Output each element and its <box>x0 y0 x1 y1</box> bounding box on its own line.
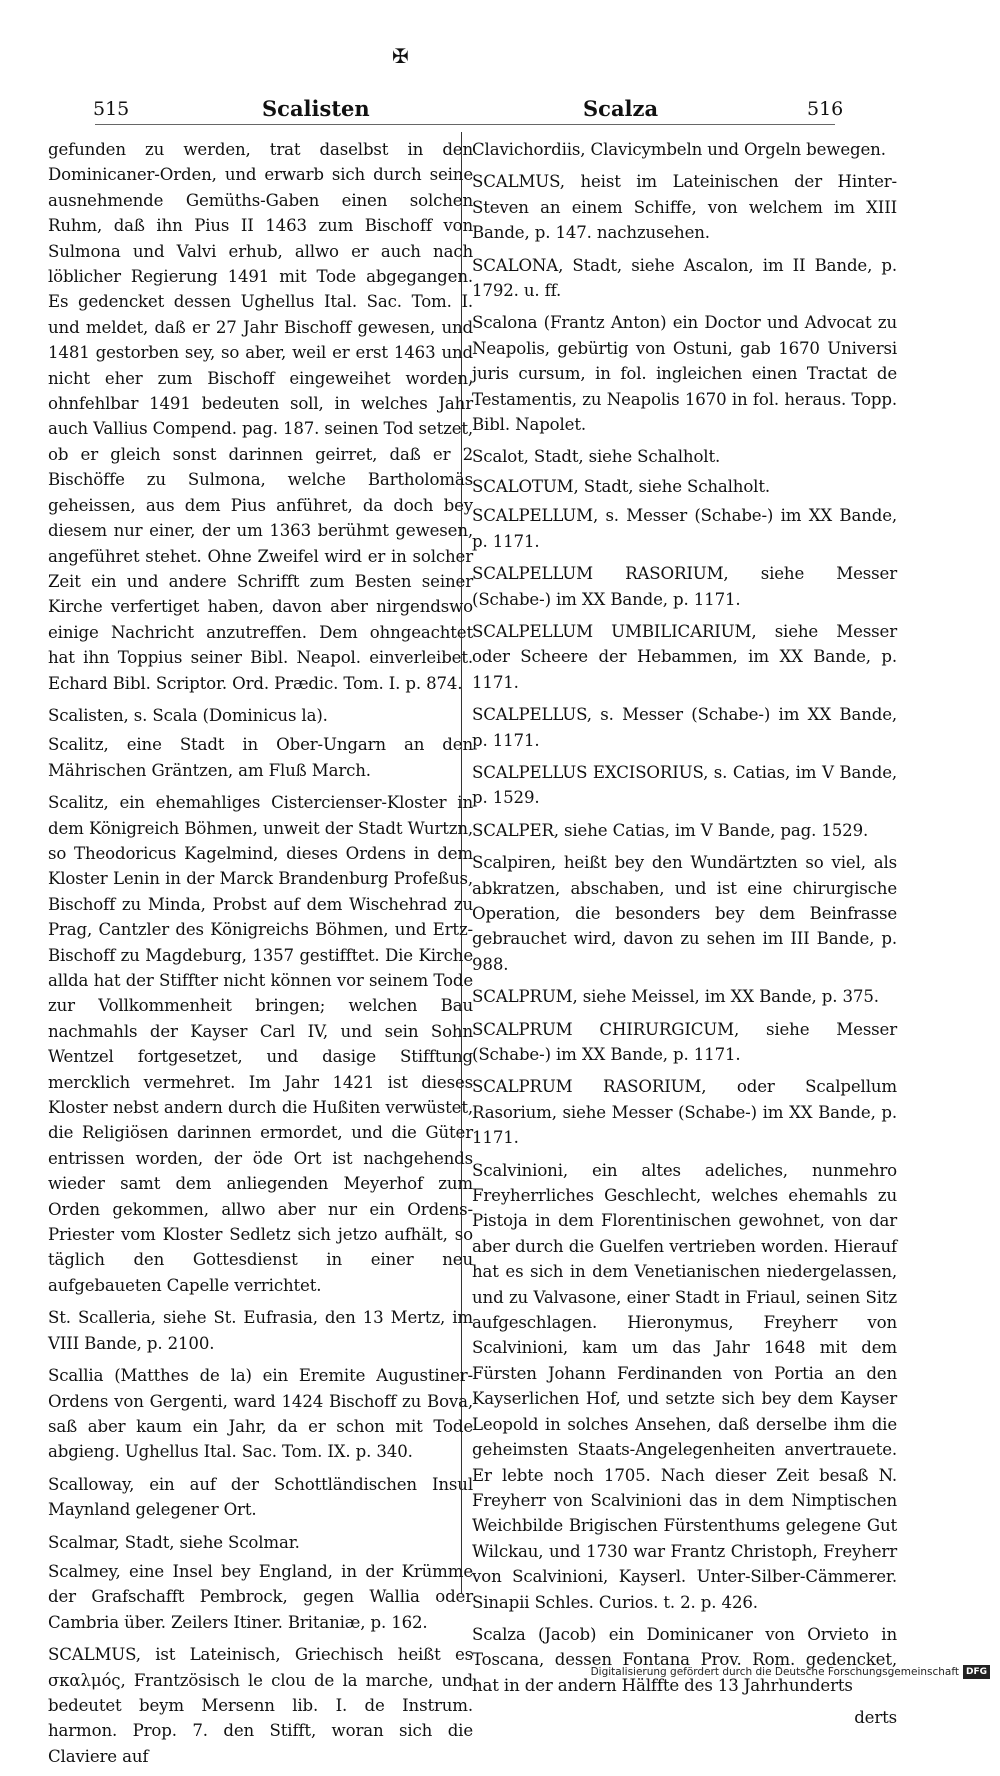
entry-continuation-right: Clavichordiis, Clavicymbeln und Orgeln bewegen. <box>472 140 886 159</box>
entry-continuation: gefunden zu werden, trat daselbst in den Dominicaner-Orden, und erwarb sich durch seine ausnehmende Gemüths-Gaben einen solchen Ruhm, daß ihn Pius II 1463 zum Bischoff von Sulmona und Valvi erhub, allwo er auch nach löblicher Regierung 1491 mit Tode abgegangen. Es gedencket dessen Ughellus Ital. Sac. Tom. I. und meldet, daß er 27 Jahr Bischoff gewesen, und 1481 gestorben sey, so aber, weil er erst 1463 und nicht eher zum Bischoff eingeweihet worden, ohnfehlbar 1491 bedeuten soll, in welches Jahr auch Vallius Compend. pag. 187. seinen Tod setzet, ob er gleich sonst darinnen geirret, daß er 2 Bischöffe zu Sulmona, welche Bartholomäs geheissen, aus dem Pius anführet, da doch bey diesem nur einer, der um 1363 berühmt gewesen, angeführet stehet. Ohne Zweifel wird er in solcher Zeit ein und andere Schrifft zum Besten seiner Kirche verfertiget haben, davon aber nirgendswo einige Nachricht anzutreffen. Dem ohngeachtet hat ihn Toppius seiner Bibl. Neapol. einverleibet. Echard Bibl. Scriptor. Ord. Prædic. Tom. I. p. 874. <box>48 140 474 693</box>
entry-scalpellus: SCALPELLUS, s. Messer (Schabe-) im XX Bande, p. 1171. <box>472 705 897 750</box>
entry-scalprum: SCALPRUM, siehe Meissel, im XX Bande, p. 375. <box>472 987 879 1007</box>
footer-credit: Digitalisierung gefördert durch die Deutsche Forschungsgemeinschaft <box>590 1666 959 1678</box>
entry-scalmus-lat: SCALMUS, ist Lateinisch, Griechisch heißt es σκαλμός, Frantzösisch le clou de la marche, und bedeutet beym Mersenn lib. I. de Instrum. harmon. Prop. 7. den Stifft, woran sich die Claviere auf <box>48 1645 473 1766</box>
entry-scalpellum: SCALPELLUM, s. Messer (Schabe-) im XX Bande, p. 1171. <box>472 506 897 551</box>
entry-scalloway: Scalloway, ein auf der Schottländischen Insul Maynland gelegener Ort. <box>48 1474 473 1520</box>
catchword: derts <box>854 1708 897 1728</box>
left-column <box>48 137 473 1776</box>
entry-scalprum-chirurgicum: SCALPRUM CHIRURGICUM, siehe Messer (Schabe-) im XX Bande, p. 1171. <box>472 1019 897 1064</box>
head-ornament: ✠ <box>392 44 409 68</box>
entry-scalmus-ship: SCALMUS, heist im Lateinischen der Hinter-Steven an einem Schiffe, von welchem im XIII Bande, p. 147. nachzusehen. <box>472 172 897 243</box>
entry-scalza: Scalza (Jacob) ein Dominicaner von Orvieto in Toscana, dessen Fontana Prov. Rom. gedencket, hat in der andern Hälffte des 13 Jahrhunderts <box>472 1624 897 1695</box>
right-page-number: 516 <box>807 98 844 120</box>
entry-scalona-person: Scalona (Frantz Anton) ein Doctor und Advocat zu Neapolis, gebürtig von Ostuni, gab 1670 Universi juris cursum, in fol. ingleichen einen Tractat de Testamentis, zu Neapolis 1670 in fol. heraus. Topp. Bibl. Napolet. <box>472 313 897 435</box>
entry-scalitz-kloster: Scalitz, ein ehemahliges Cistercienser-Kloster in dem Königreich Böhmen, unweit der Stadt Wurtzn, so Theodoricus Kagelmind, dieses Ordens in dem Kloster Lenin in der Marck Brandenburg Profeßus, Bischoff zu Minda, Probst auf dem Wischehrad zu Prag, Cantzler des Königreichs Böhmen, und Ertz-Bischoff zu Magdeburg, 1357 gestifftet. Die Kirche allda hat der Stiffter nicht können vor seinem Tode zur Vollkommenheit bringen; welchen Bau nachmahls der Kayser Carl IV, und sein Sohn Wentzel fortgesetzet, und dasige Stifftung mercklich vermehret. Im Jahr 1421 ist dieses Kloster nebst andern durch die Hußiten verwüstet, die Religiösen darinnen ermordet, und die Güter entrissen worden, der öde Ort ist nachgehends wieder samt dem anliegenden Meyerhof zum Orden gekommen, allwo aber nur ein Ordens-Priester vom Kloster Sedletz sich jetzo aufhält, so täglich den Gottesdienst in einer neu aufgebaueten Capelle verrichtet. <box>48 793 473 1295</box>
entry-scalprum-rasorium: SCALPRUM RASORIUM, oder Scalpellum Rasorium, siehe Messer (Schabe-) im XX Bande, p. 1171. <box>472 1077 897 1148</box>
digitization-footer <box>591 1665 990 1679</box>
header-rule <box>95 124 835 125</box>
dfg-logo: DFG <box>963 1665 990 1679</box>
entry-scalmey: Scalmey, eine Insel bey England, in der Krümme der Grafschafft Pembrock, gegen Wallia oder Cambria über. Zeilers Itiner. Britaniæ, p. 162. <box>48 1561 473 1632</box>
entry-scalpellum-rasorium: SCALPELLUM RASORIUM, siehe Messer (Schabe-) im XX Bande, p. 1171. <box>472 564 897 609</box>
entry-scalleria: St. Scalleria, siehe St. Eufrasia, den 13 Mertz, im VIII Bande, p. 2100. <box>48 1308 473 1353</box>
entry-scalvinioni: Scalvinioni, ein altes adeliches, nunmehro Freyherrliches Geschlecht, welches ehemahls zu Pistoja in dem Florentinischen gewohnet, von dar aber durch die Guelfen vertrieben worden. Hierauf hat es sich in dem Venetianischen niedergelassen, und zu Valvasone, einer Stadt in Friaul, seinen Sitz aufgeschlagen. Hieronymus, Freyherr von Scalvinioni, kam um das Jahr 1648 mit dem Fürsten Johann Ferdinanden von Portia an den Kayserlichen Hof, und setzte sich bey dem Kayser Leopold in solches Ansehen, daß derselbe ihm die geheimsten Staats-Angelegenheiten anvertrauete. Er lebte noch 1705. Nach dieser Zeit besaß N. Freyherr von Scalvinioni das in dem Nimptischen Weichbilde Brigischen Fürstenthums gelegene Gut Wilckau, und 1730 war Frantz Christoph, Freyherr von Scalvinioni, Kayserl. Unter-Silber-Cämmerer. Sinapii Schles. Curios. t. 2. p. 426. <box>472 1160 897 1612</box>
left-running-head: Scalisten <box>262 96 370 121</box>
entry-scalpellus-excisorius: SCALPELLUS EXCISORIUS, s. Catias, im V Bande, p. 1529. <box>472 762 897 808</box>
entry-scalmar: Scalmar, Stadt, siehe Scolmar. <box>48 1532 300 1552</box>
entry-scalisten: Scalisten, s. Scala (Dominicus la). <box>48 705 328 725</box>
entry-scalona-town: SCALONA, Stadt, siehe Ascalon, im II Bande, p. 1792. u. ff. <box>472 255 897 301</box>
entry-scalpellum-umbilicarium: SCALPELLUM UMBILICARIUM, siehe Messer oder Scheere der Hebammen, im XX Bande, p. 1171. <box>472 621 897 692</box>
right-running-head: Scalza <box>583 96 659 121</box>
entry-scalper: SCALPER, siehe Catias, im V Bande, pag. 1529. <box>472 820 869 840</box>
entry-scalot: Scalot, Stadt, siehe Schalholt. <box>472 447 721 467</box>
entry-scallia: Scallia (Matthes de la) ein Eremite Augustiner-Ordens von Gergenti, ward 1424 Bischoff zu Bova, saß aber kaum ein Jahr, da er schon mit Tode abgieng. Ughellus Ital. Sac. Tom. IX. p. 340. <box>48 1366 473 1462</box>
left-page-number: 515 <box>93 98 130 120</box>
right-column <box>472 137 897 1731</box>
entry-scalitz-town: Scalitz, eine Stadt in Ober-Ungarn an den Mährischen Gräntzen, am Fluß March. <box>48 735 473 780</box>
entry-scalpiren: Scalpiren, heißt bey den Wundärtzten so viel, als abkratzen, abschaben, und ist eine chirurgische Operation, die besonders bey dem Beinfrasse gebrauchet wird, davon zu sehen im III Bande, p. 988. <box>472 853 897 974</box>
entry-scalotum: SCALOTUM, Stadt, siehe Schalholt. <box>472 476 770 496</box>
